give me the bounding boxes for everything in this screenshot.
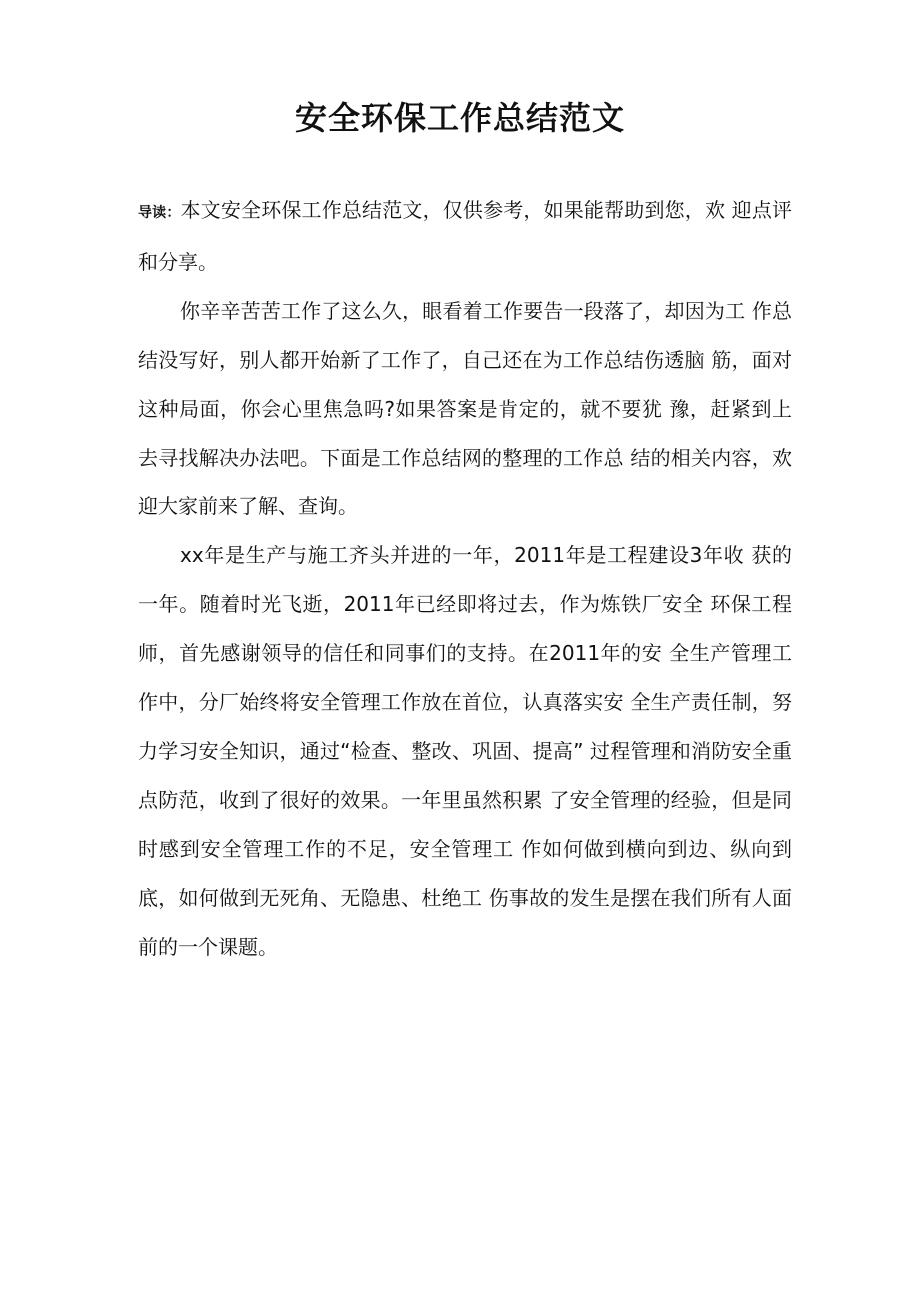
document-body — [138, 186, 792, 972]
lead-paragraph — [138, 186, 792, 287]
paragraph-summary: xx年是生产与施工齐头并进的一年，2011年是工程建设3年收 获的一年。随着时光飞逝，2011年已经即将过去，作为炼铁厂安全 环保工程师，首先感谢领导的信任和同事们的支持。在2011年的安 全生产管理工作中，分厂始终将安全管理工作放在首位，认真落实安 全生产责任制，努力学习安全知识，通过“检查、整改、巩固、提高” 过程管理和消防安全重点防范，收到了很好的效果。一年里虽然积累 了安全管理的经验，但是同时感到安全管理工作的不足，安全管理工 作如何做到横向到边、纵向到底，如何做到无死角、无隐患、杜绝工 伤事故的发生是摆在我们所有人面前的一个课题。 — [138, 543, 792, 959]
paragraph-intro: 你辛辛苦苦工作了这么久，眼看着工作要告一段落了，却因为工 作总结没写好，别人都开始新了工作了，自己还在为工作总结伤透脑 筋，面对这种局面，你会心里焦急吗?如果答案是肯定的，就不要犹 豫，赶紧到上去寻找解决办法吧。下面是工作总结网的整理的工作总 结的相关内容，欢迎大家前来了解、查询。 — [138, 298, 792, 519]
lead-text: 本文安全环保工作总结范文，仅供参考，如果能帮助到您，欢 迎点评和分享。 — [138, 198, 793, 274]
lead-label: 导读： — [138, 205, 181, 221]
document-title: 安全环保工作总结范文 — [294, 99, 625, 137]
